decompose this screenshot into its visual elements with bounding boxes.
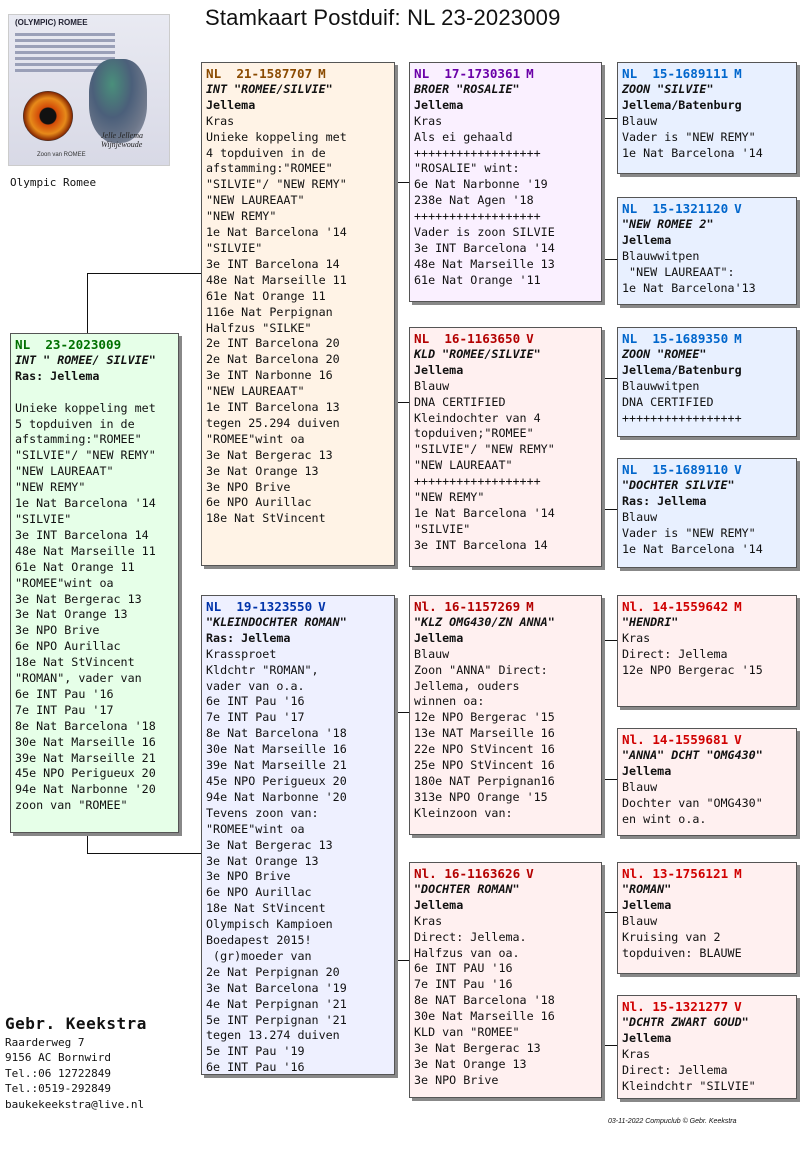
ring-number bbox=[414, 66, 597, 82]
info-line: 1e Nat Barcelona '14 bbox=[15, 496, 156, 511]
pedigree-box-mfm bbox=[617, 728, 797, 836]
bird-name: ZOON "ROMEE" bbox=[622, 346, 707, 361]
info-line: 45e NPO Perigueux 20 bbox=[15, 766, 156, 781]
info-line: 6e NPO Aurillac bbox=[206, 495, 312, 510]
info-line: Krassproet bbox=[206, 646, 277, 661]
info-line: 2e INT Barcelona 20 bbox=[206, 336, 340, 351]
breeder-label: Jellema/Batenburg bbox=[622, 97, 742, 112]
info-line: 94e Nat Narbonne '20 bbox=[206, 789, 347, 804]
sex-marker: V bbox=[318, 599, 326, 614]
info-line: topduiven: BLAUWE bbox=[622, 945, 742, 960]
address-line: Tel.:06 12722849 bbox=[5, 1066, 111, 1080]
info-line: 39e Nat Marseille 21 bbox=[206, 758, 347, 773]
eye-image bbox=[23, 91, 73, 141]
ring-id: NL 19-1323550 bbox=[206, 599, 313, 614]
info-line: Halfzus van oa. bbox=[414, 945, 520, 960]
info-line: 238e Nat Agen '18 bbox=[414, 193, 534, 208]
sex-marker: V bbox=[734, 201, 742, 216]
bird-name: "KLZ OMG430/ZN ANNA" bbox=[414, 614, 555, 629]
pedigree-box-mmf bbox=[617, 862, 797, 974]
info-line: 30e Nat Marseille 16 bbox=[206, 742, 347, 757]
ring-number bbox=[206, 66, 390, 82]
info-line: "NEW LAUREAAT" bbox=[206, 384, 305, 399]
info-line: Kras bbox=[206, 113, 235, 128]
breeder-label: Jellema bbox=[622, 897, 672, 912]
info-line: "SILVIE"/ "NEW REMY" bbox=[15, 448, 156, 463]
info-line: 1e INT Barcelona 13 bbox=[206, 400, 340, 415]
info-line: 3e Nat Barcelona '19 bbox=[206, 980, 347, 995]
breeder-name: Gebr. Keekstra bbox=[5, 1014, 147, 1033]
sex-marker: V bbox=[734, 732, 742, 747]
info-line: Olympisch Kampioen bbox=[206, 917, 333, 932]
ring-number bbox=[622, 732, 792, 748]
bird-name: "KLEINDOCHTER ROMAN" bbox=[206, 614, 347, 629]
ring-id: Nl. 16-1157269 bbox=[414, 599, 521, 614]
info-line: 3e NPO Brive bbox=[414, 1072, 499, 1087]
info-line: 12e NPO Bergerac '15 bbox=[414, 710, 555, 725]
info-line: Kras bbox=[622, 1046, 651, 1061]
info-line: "SILVIE" bbox=[414, 521, 471, 536]
info-line: zoon van "ROMEE" bbox=[15, 798, 128, 813]
ring-number bbox=[414, 599, 597, 615]
info-line: Blauwwitpen bbox=[622, 378, 700, 393]
sex-marker: V bbox=[734, 462, 742, 477]
info-line: afstamming:"ROMEE" bbox=[206, 161, 333, 176]
info-line: "NEW REMY" bbox=[15, 480, 86, 495]
ring-number bbox=[622, 66, 792, 82]
info-line: ++++++++++++++++++ bbox=[414, 145, 541, 160]
info-line: Direct: Jellema. bbox=[414, 929, 527, 944]
sex-marker: M bbox=[526, 599, 534, 614]
pedigree-box-fmm bbox=[617, 458, 797, 568]
info-line: "NEW LAUREAAT" bbox=[206, 193, 305, 208]
info-line: 1e Nat Barcelona'13 bbox=[622, 280, 756, 295]
breeder-label: Jellema bbox=[414, 897, 464, 912]
info-line: 3e NPO Brive bbox=[15, 623, 100, 638]
info-line: 3e INT Barcelona 14 bbox=[15, 527, 149, 542]
ring-id: NL 21-1587707 bbox=[206, 66, 313, 81]
info-line: "NEW REMY" bbox=[414, 490, 485, 505]
breeder-label: Ras: Jellema bbox=[622, 493, 707, 508]
sex-marker: M bbox=[734, 599, 742, 614]
info-line: Kras bbox=[414, 913, 443, 928]
info-line: 5e INT Perpignan '21 bbox=[206, 1012, 347, 1027]
sex-marker: M bbox=[734, 866, 742, 881]
info-line: tegen 13.274 duiven bbox=[206, 1028, 340, 1043]
info-line: "SILVIE" bbox=[15, 511, 72, 526]
info-line: 6e NPO Aurillac bbox=[15, 639, 121, 654]
logo-signature: Jelle Jellema Wijnjewoude bbox=[101, 131, 143, 149]
ring-id: NL 23-2023009 bbox=[15, 337, 122, 352]
ring-id: NL 16-1163650 bbox=[414, 331, 521, 346]
ring-number bbox=[622, 331, 792, 347]
info-line: 61e Nat Orange 11 bbox=[15, 559, 135, 574]
info-line: "ROMEE"wint oa bbox=[15, 575, 114, 590]
ring-number bbox=[622, 201, 792, 217]
info-line: "NEW LAUREAAT" bbox=[15, 464, 114, 479]
breeder-label: Jellema bbox=[414, 630, 464, 645]
info-line: 6e Nat Narbonne '19 bbox=[414, 177, 548, 192]
info-line: Boedapest 2015! bbox=[206, 933, 312, 948]
pedigree-box-ff bbox=[409, 62, 602, 302]
info-line: 3e Nat Orange 13 bbox=[15, 607, 128, 622]
info-line: DNA CERTIFIED bbox=[622, 394, 714, 409]
address-line: Tel.:0519-292849 bbox=[5, 1082, 111, 1095]
info-line: 5 topduiven in de bbox=[15, 416, 135, 431]
info-line: Blauw bbox=[622, 113, 658, 128]
address-line: 9156 AC Bornwird bbox=[5, 1051, 111, 1064]
info-line: Als ei gehaald bbox=[414, 129, 513, 144]
info-line: 94e Nat Narbonne '20 bbox=[15, 782, 156, 797]
ring-id: NL 15-1321120 bbox=[622, 201, 729, 216]
sex-marker: M bbox=[318, 66, 326, 81]
bird-name: BROER "ROSALIE" bbox=[414, 81, 520, 96]
info-line: "NEW LAUREAAT" bbox=[414, 458, 513, 473]
info-line bbox=[15, 385, 174, 401]
ring-id: NL 17-1730361 bbox=[414, 66, 521, 81]
info-line: 30e Nat Marseille 16 bbox=[15, 734, 156, 749]
ring-number bbox=[622, 999, 792, 1015]
ring-number bbox=[622, 866, 792, 882]
info-line: Kras bbox=[622, 630, 651, 645]
info-line: 18e Nat StVincent bbox=[206, 901, 326, 916]
info-line: 3e NPO Brive bbox=[206, 479, 291, 494]
info-line: 7e INT Pau '16 bbox=[414, 977, 513, 992]
connector-fm-parents bbox=[602, 378, 618, 510]
info-line: 180e NAT Perpignan16 bbox=[414, 773, 555, 788]
pedigree-box-fmf bbox=[617, 327, 797, 437]
ring-number bbox=[15, 337, 174, 353]
info-line: 48e Nat Marseille 13 bbox=[414, 256, 555, 271]
pedigree-box-ffm bbox=[617, 197, 797, 305]
ring-number bbox=[622, 462, 792, 478]
info-line: DNA CERTIFIED bbox=[414, 394, 506, 409]
footer-credit: 03-11-2022 Compuclub © Gebr. Keekstra bbox=[608, 1118, 737, 1125]
sex-marker: V bbox=[734, 999, 742, 1014]
sex-marker: V bbox=[526, 866, 534, 881]
info-line: Jellema, ouders bbox=[414, 678, 520, 693]
info-line: KLD van "ROMEE" bbox=[414, 1025, 520, 1040]
breeder-label: Jellema bbox=[206, 97, 256, 112]
breeder-label: Jellema bbox=[414, 97, 464, 112]
info-line: 22e NPO StVincent 16 bbox=[414, 742, 555, 757]
logo-footer: Zoon van ROMEE bbox=[37, 152, 86, 158]
info-line: Blauw bbox=[622, 913, 658, 928]
info-line: winnen oa: bbox=[414, 694, 485, 709]
info-line: Kleinzoon van: bbox=[414, 805, 513, 820]
info-line: 48e Nat Marseille 11 bbox=[206, 272, 347, 287]
info-line: 3e Nat Orange 13 bbox=[206, 463, 319, 478]
ring-number bbox=[622, 599, 792, 615]
info-line: 6e INT Pau '16 bbox=[206, 1060, 305, 1075]
info-line: Direct: Jellema bbox=[622, 646, 728, 661]
info-line: 18e Nat StVincent bbox=[15, 655, 135, 670]
info-line: 48e Nat Marseille 11 bbox=[15, 543, 156, 558]
address-line: baukekeekstra@live.nl bbox=[5, 1097, 145, 1111]
breeder-address bbox=[5, 1016, 147, 1112]
connector-mm-parents bbox=[602, 912, 618, 1046]
info-line: Blauw bbox=[414, 646, 450, 661]
breeder-label: Jellema bbox=[622, 763, 672, 778]
info-line: 3e Nat Orange 13 bbox=[414, 1056, 527, 1071]
info-line: 1e Nat Barcelona '14 bbox=[622, 541, 763, 556]
info-line: Blauw bbox=[622, 779, 658, 794]
info-line: 6e INT Pau '16 bbox=[206, 694, 305, 709]
pedigree-box-fff bbox=[617, 62, 797, 174]
info-line: 3e Nat Bergerac 13 bbox=[414, 1040, 541, 1055]
breeder-label: Jellema/Batenburg bbox=[622, 362, 742, 377]
info-line: afstamming:"ROMEE" bbox=[15, 432, 142, 447]
sex-marker: M bbox=[734, 331, 742, 346]
info-line: 3e Nat Bergerac 13 bbox=[206, 447, 333, 462]
info-line: 3e Nat Bergerac 13 bbox=[206, 837, 333, 852]
ring-id: NL 15-1689111 bbox=[622, 66, 729, 81]
sex-marker: M bbox=[526, 66, 534, 81]
info-line: Blauw bbox=[622, 509, 658, 524]
bird-name: ZOON "SILVIE" bbox=[622, 81, 714, 96]
ring-id: Nl. 15-1321277 bbox=[622, 999, 729, 1014]
info-line: Blauwwitpen bbox=[622, 248, 700, 263]
address-line: Raarderweg 7 bbox=[5, 1035, 85, 1049]
ring-id: NL 15-1689350 bbox=[622, 331, 729, 346]
info-line: "ROMEE"wint oa bbox=[206, 821, 305, 836]
info-line: 6e INT Pau '16 bbox=[15, 686, 114, 701]
ring-number bbox=[414, 866, 597, 882]
connector-father-fm bbox=[395, 402, 409, 404]
info-line: Kleindochter van 4 bbox=[414, 410, 541, 425]
info-line: 3e INT Barcelona '14 bbox=[414, 240, 555, 255]
info-line: Kleindchtr "SILVIE" bbox=[622, 1078, 756, 1093]
info-line: tegen 25.294 duiven bbox=[206, 415, 340, 430]
info-line: 7e INT Pau '17 bbox=[206, 710, 305, 725]
bird-name: "ROMAN" bbox=[622, 881, 672, 896]
ring-id: Nl. 13-1756121 bbox=[622, 866, 729, 881]
connector-ff-parents bbox=[602, 118, 618, 260]
info-line: ++++++++++++++++++ bbox=[414, 209, 541, 224]
info-line: 4 topduiven in de bbox=[206, 145, 326, 160]
breeder-label: Jellema bbox=[622, 1030, 672, 1045]
breeder-label: Ras: Jellema bbox=[206, 630, 291, 645]
info-line: 1e Nat Barcelona '14 bbox=[206, 225, 347, 240]
pedigree-box-father bbox=[201, 62, 395, 566]
info-line: Zoon "ANNA" Direct: bbox=[414, 662, 548, 677]
info-line: 30e Nat Marseille 16 bbox=[414, 1009, 555, 1024]
info-line: Dochter van "OMG430" bbox=[622, 795, 763, 810]
breeder-label: Jellema bbox=[622, 232, 672, 247]
info-line: Unieke koppeling met bbox=[15, 400, 156, 415]
info-line: "SILVIE" bbox=[206, 240, 263, 255]
info-line: 7e INT Pau '17 bbox=[15, 702, 114, 717]
info-line: "ROSALIE" wint: bbox=[414, 161, 520, 176]
info-line: ++++++++++++++++++ bbox=[414, 474, 541, 489]
info-line: "SILVIE"/ "NEW REMY" bbox=[414, 442, 555, 457]
info-line: Vader is zoon SILVIE bbox=[414, 225, 555, 240]
info-line: 6e INT PAU '16 bbox=[414, 961, 513, 976]
info-line: 1e Nat Barcelona '14 bbox=[622, 145, 763, 160]
bird-name: "HENDRI" bbox=[622, 614, 679, 629]
pedigree-box-fm bbox=[409, 327, 602, 567]
info-line: Direct: Jellema bbox=[622, 1062, 728, 1077]
breeder-label: Ras: Jellema bbox=[15, 368, 100, 383]
pedigree-box-mmm bbox=[617, 995, 797, 1099]
pedigree-box-mff bbox=[617, 595, 797, 707]
info-line: 4e Nat Perpignan '21 bbox=[206, 996, 347, 1011]
connector-mother-mf bbox=[395, 712, 409, 714]
info-line: 313e NPO Orange '15 bbox=[414, 789, 548, 804]
connector-subject-father bbox=[87, 273, 202, 334]
connector-mf-parents bbox=[602, 640, 618, 780]
ring-id: Nl. 16-1163626 bbox=[414, 866, 521, 881]
info-line: 3e Nat Bergerac 13 bbox=[15, 591, 142, 606]
info-line: 13e NAT Marseille 16 bbox=[414, 726, 555, 741]
info-line: Blauw bbox=[414, 378, 450, 393]
info-line: 25e NPO StVincent 16 bbox=[414, 758, 555, 773]
info-line: 1e Nat Barcelona '14 bbox=[414, 505, 555, 520]
info-line: 3e INT Narbonne 16 bbox=[206, 368, 333, 383]
page-title: Stamkaart Postduif: NL 23-2023009 bbox=[205, 5, 561, 30]
info-line: Vader is "NEW REMY" bbox=[622, 525, 756, 540]
info-line: +++++++++++++++++ bbox=[622, 410, 742, 425]
breeder-label: Jellema bbox=[414, 362, 464, 377]
connector-subject-mother bbox=[87, 833, 202, 854]
info-line: 61e Nat Orange '11 bbox=[414, 272, 541, 287]
logo-image bbox=[8, 14, 170, 166]
info-line: 6e NPO Aurillac bbox=[206, 885, 312, 900]
logo-title: (OLYMPIC) ROMEE bbox=[15, 18, 88, 27]
info-line: "NEW LAUREAAT": bbox=[622, 264, 735, 279]
info-line: Kruising van 2 bbox=[622, 929, 721, 944]
bird-name: "NEW ROMEE 2" bbox=[622, 216, 714, 231]
info-line: 61e Nat Orange 11 bbox=[206, 288, 326, 303]
sex-marker: M bbox=[734, 66, 742, 81]
info-line: 3e NPO Brive bbox=[206, 869, 291, 884]
pedigree-box-mf bbox=[409, 595, 602, 835]
info-line: 3e Nat Orange 13 bbox=[206, 853, 319, 868]
pedigree-box-mm bbox=[409, 862, 602, 1098]
info-line: 3e INT Barcelona 14 bbox=[414, 537, 548, 552]
info-line: Tevens zoon van: bbox=[206, 805, 319, 820]
ring-id: Nl. 14-1559681 bbox=[622, 732, 729, 747]
info-line: 45e NPO Perigueux 20 bbox=[206, 773, 347, 788]
pedigree-box-mother bbox=[201, 595, 395, 1075]
info-line: en wint o.a. bbox=[622, 811, 707, 826]
info-line: 116e Nat Perpignan bbox=[206, 304, 333, 319]
ring-id: Nl. 14-1559642 bbox=[622, 599, 729, 614]
connector-father-ff bbox=[395, 182, 409, 184]
info-line: Unieke koppeling met bbox=[206, 129, 347, 144]
info-line: (gr)moeder van bbox=[206, 948, 312, 963]
ring-number bbox=[414, 331, 597, 347]
ring-id: NL 15-1689110 bbox=[622, 462, 729, 477]
info-line: "ROMEE"wint oa bbox=[206, 431, 305, 446]
logo-caption: Olympic Romee bbox=[10, 176, 97, 189]
info-line: 8e NAT Barcelona '18 bbox=[414, 993, 555, 1008]
bird-name: KLD "ROMEE/SILVIE" bbox=[414, 346, 541, 361]
info-line: 8e Nat Barcelona '18 bbox=[206, 726, 347, 741]
info-line: Halfzus "SILKE" bbox=[206, 320, 312, 335]
bird-name: "DOCHTER ROMAN" bbox=[414, 881, 520, 896]
info-line: 12e NPO Bergerac '15 bbox=[622, 662, 763, 677]
bird-name: "DCHTR ZWART GOUD" bbox=[622, 1014, 749, 1029]
info-line: 2e Nat Barcelona 20 bbox=[206, 352, 340, 367]
bird-name: INT " ROMEE/ SILVIE" bbox=[15, 352, 156, 367]
info-line: 8e Nat Barcelona '18 bbox=[15, 718, 156, 733]
info-line: 39e Nat Marseille 21 bbox=[15, 750, 156, 765]
info-line: 3e INT Barcelona 14 bbox=[206, 256, 340, 271]
sex-marker: V bbox=[526, 331, 534, 346]
info-line: Kras bbox=[414, 113, 443, 128]
info-line: 18e Nat StVincent bbox=[206, 511, 326, 526]
bird-name: "ANNA" DCHT "OMG430" bbox=[622, 747, 763, 762]
bird-name: "DOCHTER SILVIE" bbox=[622, 477, 735, 492]
info-line: Vader is "NEW REMY" bbox=[622, 129, 756, 144]
connector-mother-mm bbox=[395, 960, 409, 962]
ring-number bbox=[206, 599, 390, 615]
info-line: vader van o.a. bbox=[206, 678, 305, 693]
info-line: topduiven;"ROMEE" bbox=[414, 426, 534, 441]
info-line: "SILVIE"/ "NEW REMY" bbox=[206, 177, 347, 192]
info-line: "ROMAN", vader van bbox=[15, 671, 142, 686]
info-line: "NEW REMY" bbox=[206, 209, 277, 224]
info-line: 2e Nat Perpignan 20 bbox=[206, 964, 340, 979]
info-line: Kldchtr "ROMAN", bbox=[206, 662, 319, 677]
info-line: 5e INT Pau '19 bbox=[206, 1044, 305, 1059]
pedigree-box-subject bbox=[10, 333, 179, 833]
bird-name: INT "ROMEE/SILVIE" bbox=[206, 81, 333, 96]
